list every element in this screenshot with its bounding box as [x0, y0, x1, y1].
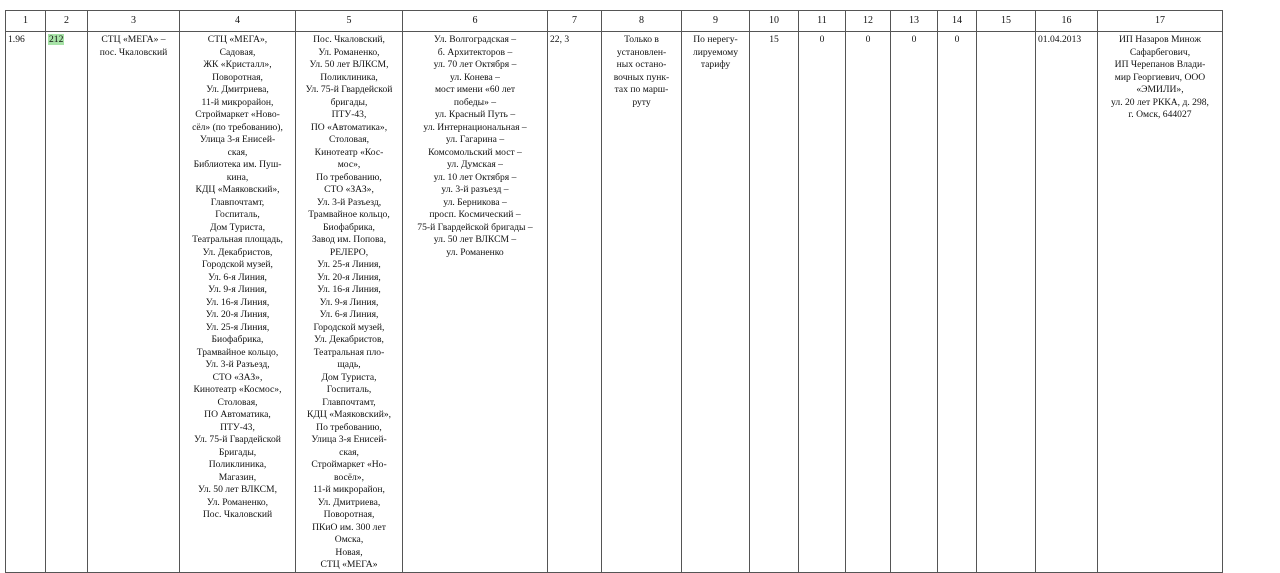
route-number-highlight: 212 [49, 34, 64, 45]
table-row [6, 32, 1223, 573]
column-header: 5 [296, 11, 403, 32]
column-header: 11 [799, 11, 846, 32]
count-cell: 0 [799, 32, 846, 573]
vehicle-count-cell: 15 [750, 32, 799, 573]
count-cell: 0 [846, 32, 891, 573]
start-date-cell: 01.04.2013 [1036, 32, 1098, 573]
column-header: 10 [750, 11, 799, 32]
column-header: 16 [1036, 11, 1098, 32]
column-header: 3 [88, 11, 180, 32]
column-header: 14 [938, 11, 977, 32]
streets-cell: Ул. Волгоградская – б. Архитекторов – ул. 70 лет Октября – ул. Конева – мост имени «60 лет победы» – ул. Красный Путь – ул. Интернациональная – ул. Гагарина – Комсомольский мост – ул. Думская – ул. 10 лет Октября – ул. 3-й разъезд – ул. Берникова – просп. Космический – 75-й Гвардейской бригады – ул. 50 лет ВЛКСМ – ул. Романенко [403, 32, 548, 573]
count-cell: 0 [891, 32, 938, 573]
boarding-order-cell: Только в установлен- ных остано- вочных пунк- тах по марш- руту [602, 32, 682, 573]
column-header: 13 [891, 11, 938, 32]
stops-forward-cell: СТЦ «МЕГА», Садовая, ЖК «Кристалл», Поворотная, Ул. Дмитриева, 11-й микрорайон, Строймаркет «Ново- сёл» (по требованию), Улица 3-я Енисей- ская, Библиотека им. Пуш- кина, КДЦ «Маяковский», Главпочтамт, Госпиталь, Дом Туриста, Театральная площадь, Ул. Декабристов, Городской музей, Ул. 6-я Линия, Ул. 9-я Линия, Ул. 16-я Линия, Ул. 20-я Линия, Ул. 25-я Линия, Биофабрика, Трамвайное кольцо, Ул. 3-й Разъезд, СТО «ЗАЗ», Кинотеатр «Космос», Столовая, ПО Автоматика, ПТУ-43, Ул. 75-й Гвардейской Бригады, Поликлиника, Магазин, Ул. 50 лет ВЛКСМ, Ул. Романенко, Пос. Чкаловский [180, 32, 296, 573]
stops-backward-cell: Пос. Чкаловский, Ул. Романенко, Ул. 50 лет ВЛКСМ, Поликлиника, Ул. 75-й Гвардейской бригады, ПТУ-43, ПО «Автоматика», Столовая, Кинотеатр «Кос- мос», По требованию, СТО «ЗАЗ», Ул. 3-й Разъезд, Трамвайное кольцо, Биофабрика, Завод им. Попова, РЕЛЕРО, Ул. 25-я Линия, Ул. 20-я Линия, Ул. 16-я Линия, Ул. 9-я Линия, Ул. 6-я Линия, Городской музей, Ул. Декабристов, Театральная пло- щадь, Дом Туриста, Госпиталь, Главпочтамт, КДЦ «Маяковский», По требованию, Улица 3-я Енисей- ская, Строймаркет «Но- восёл», 11-й микрорайон, Ул. Дмитриева, Поворотная, ПКиО им. 300 лет Омска, Новая, СТЦ «МЕГА» [296, 32, 403, 573]
length-cell: 22, 3 [548, 32, 602, 573]
column-header: 6 [403, 11, 548, 32]
column-header: 7 [548, 11, 602, 32]
column-header: 15 [977, 11, 1036, 32]
register-number-cell: 1.96 [6, 32, 46, 573]
route-table [5, 10, 1223, 573]
column-header: 2 [46, 11, 88, 32]
column-header: 1 [6, 11, 46, 32]
carrier-cell: ИП Назаров Минож Сафарбегович, ИП Черепанов Влади- мир Георгиевич, ООО «ЭМИЛИ», ул. 20 лет РККА, д. 298, г. Омск, 644027 [1098, 32, 1223, 573]
empty-cell [977, 32, 1036, 573]
route-name-cell: СТЦ «МЕГА» – пос. Чкаловский [88, 32, 180, 573]
count-cell: 0 [938, 32, 977, 573]
column-header: 17 [1098, 11, 1223, 32]
route-number-cell [46, 32, 88, 573]
column-header: 12 [846, 11, 891, 32]
column-header: 8 [602, 11, 682, 32]
header-row [6, 11, 1223, 32]
tariff-cell: По нерегу- лируемому тарифу [682, 32, 750, 573]
column-header: 9 [682, 11, 750, 32]
column-header: 4 [180, 11, 296, 32]
